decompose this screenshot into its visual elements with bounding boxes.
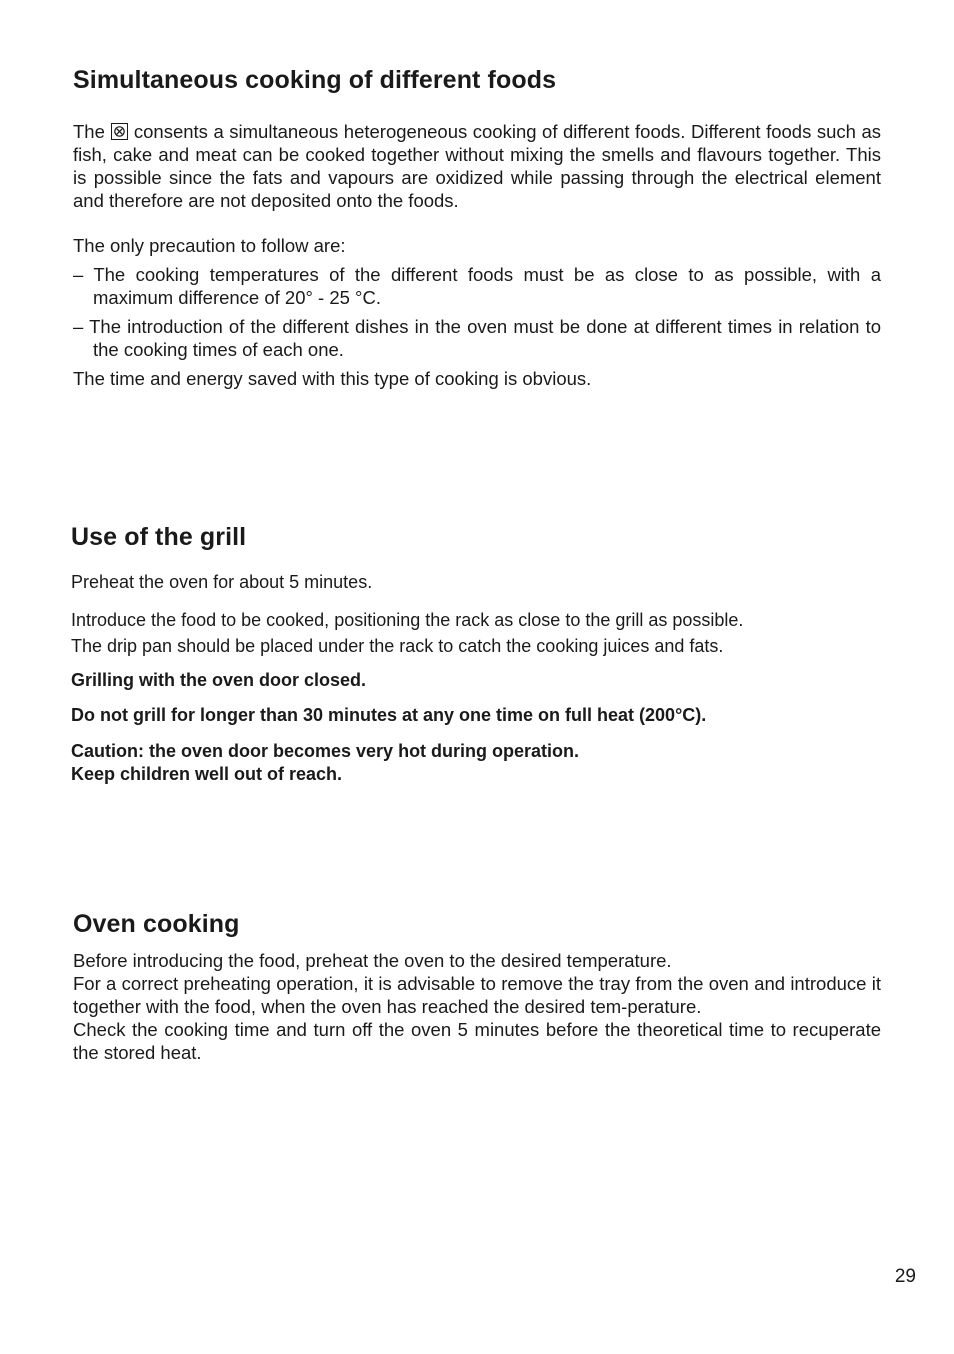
closing-paragraph: The time and energy saved with this type of cooking is obvious.: [73, 368, 592, 389]
precaution-item-timing: – The introduction of the different dishes in the oven must be done at different times in relation to the cooking times of each one.: [73, 316, 881, 360]
grill-instructions: [71, 607, 879, 659]
grill-door-closed-note: Grilling with the oven door closed.: [71, 670, 367, 690]
section-title-use-of-grill: Use of the grill: [71, 523, 247, 551]
page-number: 29: [894, 1266, 916, 1287]
caution-hot-door-warning: [71, 740, 879, 786]
precaution-item-temperature: – The cooking temperatures of the different foods must be as close to as possible, with a maximum difference of 20° - 25 °C.: [73, 264, 881, 308]
intro-rest: consents a simultaneous heterogeneous cooking of different foods. Different foods such as fish, cake and meat can be cooked together without mixing the smells and flavours together. This is possible since the fats and vapours are oxidized while passing through the electrical element and therefore are not deposited onto the foods.: [73, 121, 881, 211]
intro-paragraph: [73, 120, 881, 212]
section-oven-cooking: [73, 910, 881, 1064]
intro-start: The: [73, 121, 105, 142]
caution-line1: Caution: the oven door becomes very hot during operation.: [71, 741, 580, 761]
section-use-of-grill: [71, 523, 879, 786]
grill-preheat-text: Preheat the oven for about 5 minutes.: [71, 572, 373, 592]
grill-instructions-line1: Introduce the food to be cooked, positioning the rack as close to the grill as possible.: [71, 610, 744, 630]
section-simultaneous-cooking: [73, 66, 881, 390]
oven-cooking-time-advice: Check the cooking time and turn off the oven 5 minutes before the theoretical time to recuperate the stored heat.: [73, 1019, 881, 1063]
grill-time-limit-warning: Do not grill for longer than 30 minutes at any one time on full heat (200°C).: [71, 705, 707, 725]
section-title-oven-cooking: Oven cooking: [73, 910, 240, 938]
grill-instructions-line2: The drip pan should be placed under the rack to catch the cooking juices and fats.: [71, 636, 724, 656]
caution-line2: Keep children well out of reach.: [71, 764, 343, 784]
fan-heating-icon: [111, 123, 128, 140]
section-title-simultaneous-cooking: Simultaneous cooking of different foods: [73, 66, 557, 94]
oven-preheating-advice: For a correct preheating operation, it is advisable to remove the tray from the oven and introduce it together with the food, when the oven has reached the desired tem-perature.: [73, 973, 881, 1017]
oven-preheat-text: Before introducing the food, preheat the oven to the desired temperature.: [73, 950, 672, 971]
precaution-intro: The only precaution to follow are:: [73, 235, 346, 256]
